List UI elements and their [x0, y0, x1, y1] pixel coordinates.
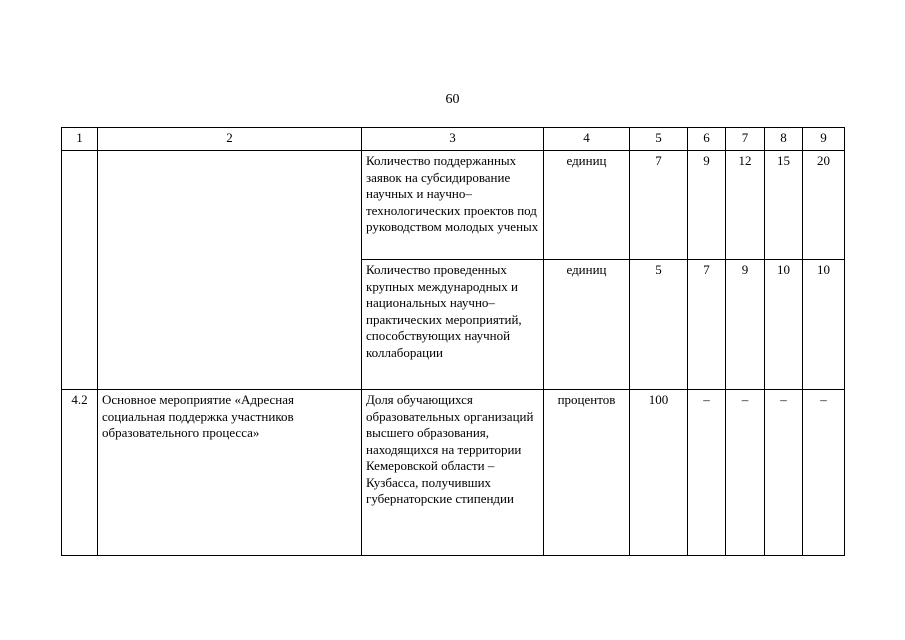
table-row [62, 390, 845, 556]
page-number: 60 [445, 92, 460, 107]
value-cell: 9 [688, 151, 726, 260]
column-header: 9 [803, 128, 845, 151]
indicator-cell: Количество проведенных крупных международных и национальных научно–практических мероприятий, способствующих научной коллаборации [362, 260, 544, 390]
column-header: 2 [98, 128, 362, 151]
value-cell: – [765, 390, 803, 556]
value-cell: 10 [803, 260, 845, 390]
value-cell: 20 [803, 151, 845, 260]
value-cell: 9 [726, 260, 765, 390]
value-cell: – [726, 390, 765, 556]
value-cell: – [688, 390, 726, 556]
column-header: 1 [62, 128, 98, 151]
value-cell: 7 [630, 151, 688, 260]
column-header: 7 [726, 128, 765, 151]
column-header: 3 [362, 128, 544, 151]
table-header-row [62, 128, 845, 151]
unit-cell: процентов [544, 390, 630, 556]
value-cell: 7 [688, 260, 726, 390]
indicator-cell: Доля обучающихся образовательных организаций высшего образования, находящихся на территории Кемеровской области – Кузбасса, получивших губернаторские стипендии [362, 390, 544, 556]
column-header: 8 [765, 128, 803, 151]
value-cell: 15 [765, 151, 803, 260]
value-cell: 12 [726, 151, 765, 260]
unit-cell: единиц [544, 260, 630, 390]
table-row [62, 151, 845, 260]
unit-cell: единиц [544, 151, 630, 260]
value-cell: – [803, 390, 845, 556]
indicator-cell: Количество поддержанных заявок на субсидирование научных и научно–технологических проектов под руководством молодых ученых [362, 151, 544, 260]
event-cell: Основное мероприятие «Адресная социальная поддержка участников образовательного процесса» [98, 390, 362, 556]
row-number-cell [62, 151, 98, 390]
column-header: 4 [544, 128, 630, 151]
event-cell [98, 151, 362, 390]
value-cell: 10 [765, 260, 803, 390]
value-cell: 5 [630, 260, 688, 390]
value-cell: 100 [630, 390, 688, 556]
column-header: 5 [630, 128, 688, 151]
column-header: 6 [688, 128, 726, 151]
row-number-cell: 4.2 [62, 390, 98, 556]
indicators-table [61, 127, 845, 556]
